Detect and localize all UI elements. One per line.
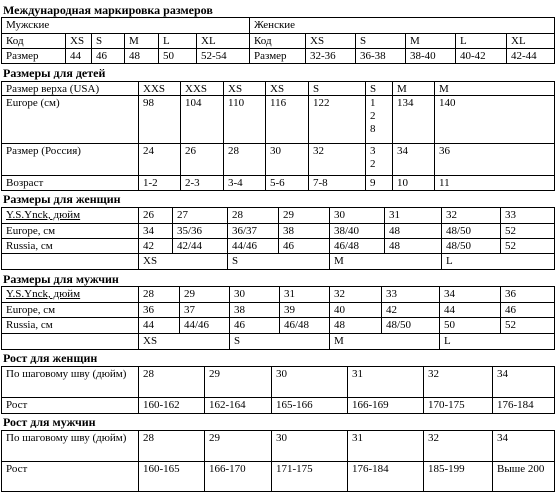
kids-row bbox=[2, 95, 554, 144]
men-sizes-cell: 38 bbox=[229, 303, 279, 318]
men-sizes-cell: XS bbox=[138, 334, 229, 350]
women-height-cell: 29 bbox=[204, 367, 271, 398]
kids-row bbox=[2, 175, 554, 191]
women-height-cell: 165-166 bbox=[271, 398, 347, 414]
women-code-label: Код bbox=[249, 34, 305, 49]
women-sizes-cell: 52 bbox=[500, 239, 556, 254]
women-sizes-cell: 52 bbox=[500, 224, 556, 239]
kids-cell: 34 bbox=[392, 144, 434, 176]
kids-cell: 5-6 bbox=[265, 176, 308, 191]
women-sizes-cell: 34 bbox=[138, 224, 172, 239]
kids-cell: 36 bbox=[434, 144, 476, 176]
women-size-cell: 42-44 bbox=[506, 49, 556, 64]
women-sizes-cell: 33 bbox=[500, 208, 556, 224]
men-sizes-cell: 44/46 bbox=[179, 318, 229, 334]
kids-row-label: Europe (см) bbox=[6, 97, 60, 109]
kids-cell: 110 bbox=[223, 96, 265, 144]
women-height-cell: 30 bbox=[271, 367, 347, 398]
kids-cell: S bbox=[365, 82, 392, 96]
kids-cell: 116 bbox=[265, 96, 308, 144]
kids-cell: 1 2 8 bbox=[365, 96, 392, 144]
women-sizes-row-label: Y.S.Ynck, дюйм bbox=[6, 209, 81, 221]
men-height-cell: 176-184 bbox=[347, 462, 423, 492]
women-height-cell: 170-175 bbox=[423, 398, 492, 414]
women-sizes-cell: 31 bbox=[384, 208, 441, 224]
men-sizes-cell: 44 bbox=[138, 318, 179, 334]
women-sizes-row bbox=[2, 208, 554, 224]
women-sizes-row-label: Russia, см bbox=[6, 240, 53, 252]
kids-cell: 2-3 bbox=[180, 176, 223, 191]
men-sizes-cell: 33 bbox=[381, 287, 439, 303]
men-sizes-cell: 28 bbox=[138, 287, 179, 303]
men-sizes-cell: 40 bbox=[329, 303, 381, 318]
women-height-row bbox=[2, 367, 554, 398]
kids-row-label: Размер верха (USA) bbox=[6, 83, 100, 95]
women-sizes-cell: M bbox=[329, 254, 441, 270]
men-size-cell: 46 bbox=[91, 49, 124, 64]
women-height-cell: 166-169 bbox=[347, 398, 423, 414]
men-height-cell: 31 bbox=[347, 431, 423, 462]
women-sizes-table bbox=[1, 207, 555, 270]
men-sizes-cell: L bbox=[439, 334, 556, 350]
women-sizes-cell: 38 bbox=[278, 224, 329, 239]
men-height-row bbox=[2, 431, 554, 462]
kids-cell: 11 bbox=[434, 176, 476, 191]
kids-cell: M bbox=[392, 82, 434, 96]
women-height-cell: 160-162 bbox=[138, 398, 204, 414]
men-sizes-cell: 46 bbox=[500, 303, 556, 318]
women-sizes-cell: 27 bbox=[172, 208, 227, 224]
kids-cell: 140 bbox=[434, 96, 476, 144]
men-sizes-cell: 32 bbox=[329, 287, 381, 303]
women-sizes-title: Размеры для женщин bbox=[1, 191, 555, 207]
men-sizes-cell: 31 bbox=[279, 287, 329, 303]
kids-cell: 3-4 bbox=[223, 176, 265, 191]
men-sizes-row bbox=[2, 333, 554, 350]
men-code-cell: L bbox=[158, 34, 196, 49]
men-sizes-cell: 48 bbox=[329, 318, 381, 334]
women-code-cell: S bbox=[355, 34, 405, 49]
women-sizes-cell: 46 bbox=[278, 239, 329, 254]
kids-cell: 10 bbox=[392, 176, 434, 191]
men-height-row-label: По шаговому шву (дюйм) bbox=[6, 432, 127, 444]
men-sizes-row-label bbox=[2, 334, 138, 350]
men-height-cell: 34 bbox=[492, 431, 556, 462]
men-sizes-cell: 36 bbox=[138, 303, 179, 318]
women-sizes-cell: 48/50 bbox=[441, 224, 500, 239]
kids-cell: XXS bbox=[138, 82, 180, 96]
kids-row bbox=[2, 143, 554, 176]
women-code-cell: L bbox=[455, 34, 506, 49]
men-sizes-cell: 34 bbox=[439, 287, 500, 303]
women-height-row-label: Рост bbox=[6, 399, 28, 411]
men-sizes-cell: 52 bbox=[500, 318, 556, 334]
women-height-cell: 28 bbox=[138, 367, 204, 398]
kids-cell: 28 bbox=[223, 144, 265, 176]
women-sizes-row bbox=[2, 253, 554, 270]
men-size-cell: 50 bbox=[158, 49, 196, 64]
men-height-cell: 166-170 bbox=[204, 462, 271, 492]
men-sizes-cell: 37 bbox=[179, 303, 229, 318]
women-sizes-row bbox=[2, 238, 554, 254]
women-sizes-row-label bbox=[2, 254, 138, 270]
men-height-cell: 185-199 bbox=[423, 462, 492, 492]
kids-cell: 9 bbox=[365, 176, 392, 191]
men-sizes-title: Размеры для мужчин bbox=[1, 271, 555, 287]
kids-row-label: Возраст bbox=[6, 177, 44, 189]
women-sizes-row bbox=[2, 223, 554, 239]
women-sizes-cell: 29 bbox=[278, 208, 329, 224]
men-sizes-cell: M bbox=[329, 334, 439, 350]
women-sizes-cell: 44/46 bbox=[227, 239, 278, 254]
women-sizes-cell: 48/50 bbox=[441, 239, 500, 254]
men-sizes-cell: 29 bbox=[179, 287, 229, 303]
men-size-cell: 48 bbox=[124, 49, 158, 64]
men-sizes-cell: S bbox=[229, 334, 329, 350]
women-height-table bbox=[1, 366, 555, 414]
men-sizes-cell: 42 bbox=[381, 303, 439, 318]
men-sizes-row bbox=[2, 317, 554, 334]
men-sizes-cell: 48/50 bbox=[381, 318, 439, 334]
women-sizes-cell: 26 bbox=[138, 208, 172, 224]
women-sizes-cell: 48 bbox=[384, 239, 441, 254]
men-height-row-label: Рост bbox=[6, 463, 28, 475]
kids-cell: M bbox=[434, 82, 476, 96]
men-code-cell: S bbox=[91, 34, 124, 49]
men-sizes-cell: 30 bbox=[229, 287, 279, 303]
men-height-cell: 30 bbox=[271, 431, 347, 462]
men-size-label: Размер bbox=[6, 50, 39, 62]
men-sizes-row-label: Y.S.Ynck, дюйм bbox=[6, 288, 81, 300]
kids-row-label: Размер (Россия) bbox=[6, 145, 81, 157]
women-sizes-cell: 36/37 bbox=[227, 224, 278, 239]
men-sizes-cell: 39 bbox=[279, 303, 329, 318]
kids-row bbox=[2, 82, 554, 96]
women-sizes-cell: L bbox=[441, 254, 556, 270]
intl-size-row bbox=[2, 48, 554, 64]
women-height-cell: 31 bbox=[347, 367, 423, 398]
men-height-cell: 171-175 bbox=[271, 462, 347, 492]
women-code-cell: XS bbox=[305, 34, 355, 49]
men-height-cell: Выше 200 bbox=[492, 462, 556, 492]
women-label: Женские bbox=[249, 18, 556, 34]
women-size-cell: 40-42 bbox=[455, 49, 506, 64]
women-height-cell: 176-184 bbox=[492, 398, 556, 414]
women-sizes-cell: XS bbox=[138, 254, 227, 270]
kids-cell: 7-8 bbox=[308, 176, 365, 191]
women-sizes-row-label: Europe, см bbox=[6, 225, 56, 237]
kids-section-title: Размеры для детей bbox=[1, 65, 555, 81]
men-height-cell: 29 bbox=[204, 431, 271, 462]
men-sizes-cell: 36 bbox=[500, 287, 556, 303]
women-height-cell: 162-164 bbox=[204, 398, 271, 414]
kids-cell: 122 bbox=[308, 96, 365, 144]
kids-cell: 24 bbox=[138, 144, 180, 176]
women-height-title: Рост для женщин bbox=[1, 350, 555, 366]
men-sizes-row-label: Europe, см bbox=[6, 304, 56, 316]
men-sizes-row-label: Russia, см bbox=[6, 319, 53, 331]
kids-cell: 30 bbox=[265, 144, 308, 176]
women-height-cell: 34 bbox=[492, 367, 556, 398]
men-code-cell: XS bbox=[65, 34, 91, 49]
men-height-title: Рост для мужчин bbox=[1, 414, 555, 430]
men-sizes-row bbox=[2, 287, 554, 303]
kids-cell: 26 bbox=[180, 144, 223, 176]
men-code-label: Код bbox=[6, 35, 24, 47]
kids-cell: 3 2 bbox=[365, 144, 392, 176]
men-sizes-row bbox=[2, 302, 554, 318]
women-height-cell: 32 bbox=[423, 367, 492, 398]
men-code-cell: XL bbox=[196, 34, 250, 49]
intl-gender-row bbox=[2, 18, 554, 34]
women-size-label: Размер bbox=[249, 49, 305, 64]
kids-cell: XS bbox=[265, 82, 308, 96]
men-size-cell: 52-54 bbox=[196, 49, 250, 64]
women-sizes-cell: 42 bbox=[138, 239, 172, 254]
women-sizes-cell: S bbox=[227, 254, 329, 270]
women-size-cell: 38-40 bbox=[405, 49, 455, 64]
men-sizes-table bbox=[1, 286, 555, 350]
kids-cell: 32 bbox=[308, 144, 365, 176]
men-height-cell: 28 bbox=[138, 431, 204, 462]
women-sizes-cell: 32 bbox=[441, 208, 500, 224]
kids-cell: 104 bbox=[180, 96, 223, 144]
men-sizes-cell: 44 bbox=[439, 303, 500, 318]
kids-cell: 1-2 bbox=[138, 176, 180, 191]
men-size-cell: 44 bbox=[65, 49, 91, 64]
women-code-cell: M bbox=[405, 34, 455, 49]
kids-cell: XXS bbox=[180, 82, 223, 96]
women-sizes-cell: 46/48 bbox=[329, 239, 384, 254]
men-height-table bbox=[1, 430, 555, 492]
document-title: Международная маркировка размеров bbox=[1, 2, 555, 18]
intl-marking-table bbox=[1, 17, 555, 64]
women-height-row bbox=[2, 397, 554, 414]
women-sizes-cell: 42/44 bbox=[172, 239, 227, 254]
women-sizes-cell: 30 bbox=[329, 208, 384, 224]
kids-cell: XS bbox=[223, 82, 265, 96]
kids-cell: 134 bbox=[392, 96, 434, 144]
kids-cell: 98 bbox=[138, 96, 180, 144]
women-height-row-label: По шаговому шву (дюйм) bbox=[6, 368, 127, 380]
men-code-cell: M bbox=[124, 34, 158, 49]
men-label: Мужские bbox=[6, 19, 50, 31]
women-sizes-cell: 38/40 bbox=[329, 224, 384, 239]
intl-code-row bbox=[2, 33, 554, 49]
men-sizes-cell: 46/48 bbox=[279, 318, 329, 334]
men-sizes-cell: 50 bbox=[439, 318, 500, 334]
men-height-row bbox=[2, 461, 554, 492]
men-height-cell: 32 bbox=[423, 431, 492, 462]
kids-size-table bbox=[1, 81, 555, 191]
men-height-cell: 160-165 bbox=[138, 462, 204, 492]
women-size-cell: 36-38 bbox=[355, 49, 405, 64]
women-code-cell: XL bbox=[506, 34, 556, 49]
women-sizes-cell: 35/36 bbox=[172, 224, 227, 239]
women-sizes-cell: 28 bbox=[227, 208, 278, 224]
women-size-cell: 32-36 bbox=[305, 49, 355, 64]
men-sizes-cell: 46 bbox=[229, 318, 279, 334]
women-sizes-cell: 48 bbox=[384, 224, 441, 239]
kids-cell: S bbox=[308, 82, 365, 96]
